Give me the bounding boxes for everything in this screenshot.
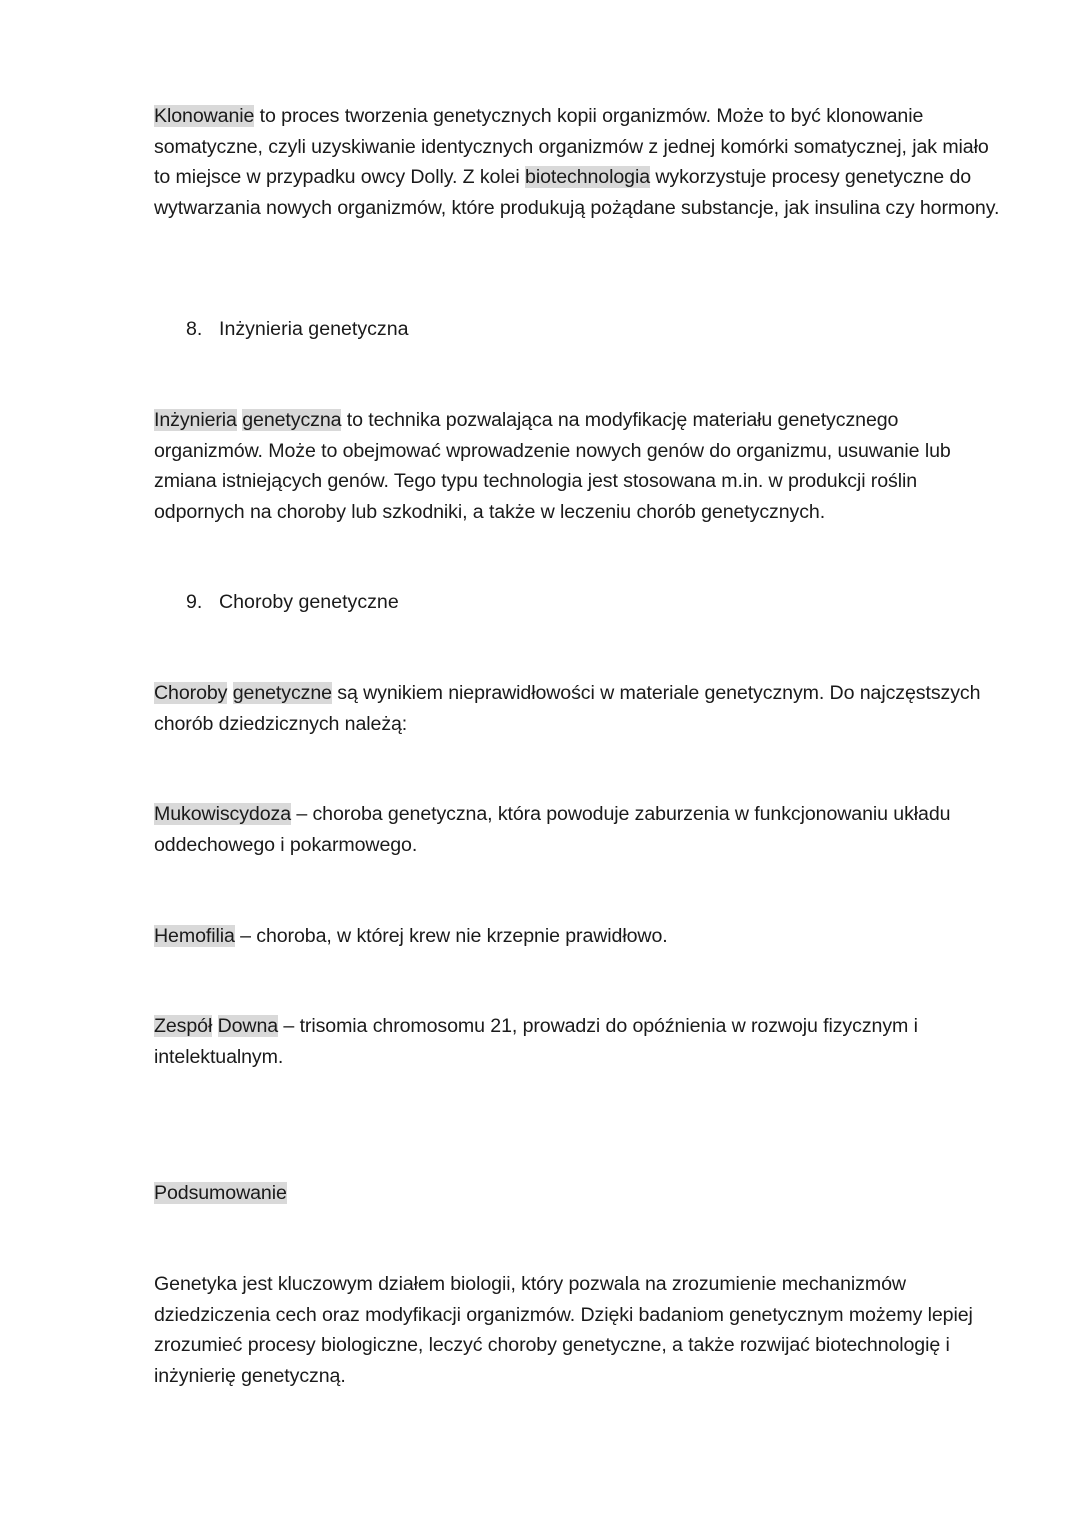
space <box>212 1015 217 1037</box>
paragraph-text: wykorzystuje procesy genetyczne do wytwarzania nowych organizmów, które produkują pożądane substancje, jak insulina czy hormony. <box>154 166 1000 219</box>
section-heading-9 <box>186 587 399 618</box>
heading-title: Choroby genetyczne <box>219 591 399 613</box>
heading-number: 8. <box>186 318 203 340</box>
paragraph-text: – trisomia chromosomu 21, prowadzi do opóźnienia w rozwoju fizycznym i intelektualnym. <box>154 1015 918 1068</box>
paragraph-text: są wynikiem nieprawidłowości w materiale genetycznym. Do najczęstszych chorób dziedzicznych należą: <box>154 682 981 735</box>
highlighted-term: genetyczna <box>242 409 342 431</box>
paragraph-zespol-downa <box>154 1011 1004 1072</box>
paragraph-hemofilia <box>154 921 1004 952</box>
highlighted-term: Mukowiscydoza <box>154 803 291 825</box>
paragraph-podsumowanie <box>154 1269 1004 1391</box>
highlighted-term: Podsumowanie <box>154 1182 287 1204</box>
paragraph-choroby <box>154 678 1004 739</box>
highlighted-term: Choroby <box>154 682 228 704</box>
paragraph-text: – choroba genetyczna, która powoduje zaburzenia w funkcjonowaniu układu oddechowego i pokarmowego. <box>154 803 951 856</box>
highlighted-term: biotechnologia <box>525 166 650 189</box>
heading-number: 9. <box>186 591 203 613</box>
highlighted-term: Klonowanie <box>154 105 255 127</box>
paragraph-inzynieria <box>154 405 1004 527</box>
paragraph-mukowiscydoza <box>154 799 1004 860</box>
section-heading-8 <box>186 314 409 345</box>
highlighted-term: genetyczne <box>232 682 332 704</box>
heading-title: Inżynieria genetyczna <box>219 318 409 340</box>
highlighted-term: Hemofilia <box>154 925 235 947</box>
paragraph-klonowanie <box>154 101 1004 223</box>
paragraph-text: Genetyka jest kluczowym działem biologii, który pozwala na zrozumienie mechanizmów dziedziczenia cech oraz modyfikacji organizmów. Dzięki badaniom genetycznym możemy lepiej zrozumieć procesy biologiczne, leczyć choroby genetyczne, a także rozwijać biotechnologię i inżynierię genetyczną. <box>154 1273 973 1387</box>
space <box>227 682 232 704</box>
paragraph-text: to proces tworzenia genetycznych kopii organizmów. Może to być klonowanie somatyczne, czyli uzyskiwanie identycznych organizmów z jednej komórki somatycznej, jak miało to miejsce w przypadku owcy Dolly. Z kolei <box>154 105 989 189</box>
highlighted-term: Inżynieria <box>154 409 237 431</box>
highlighted-term: Downa <box>217 1015 279 1037</box>
paragraph-text: to technika pozwalająca na modyfikację materiału genetycznego organizmów. Może to obejmować wprowadzenie nowych genów do organizmu, usuwanie lub zmiana istniejących genów. Tego typu technologia jest stosowana m.in. w produkcji roślin odpornych na choroby lub szkodniki, a także w leczeniu chorób genetycznych. <box>154 409 951 523</box>
highlighted-term: Zespół <box>154 1015 213 1037</box>
paragraph-text: – choroba, w której krew nie krzepnie prawidłowo. <box>234 925 668 947</box>
podsumowanie-heading <box>154 1178 1004 1209</box>
